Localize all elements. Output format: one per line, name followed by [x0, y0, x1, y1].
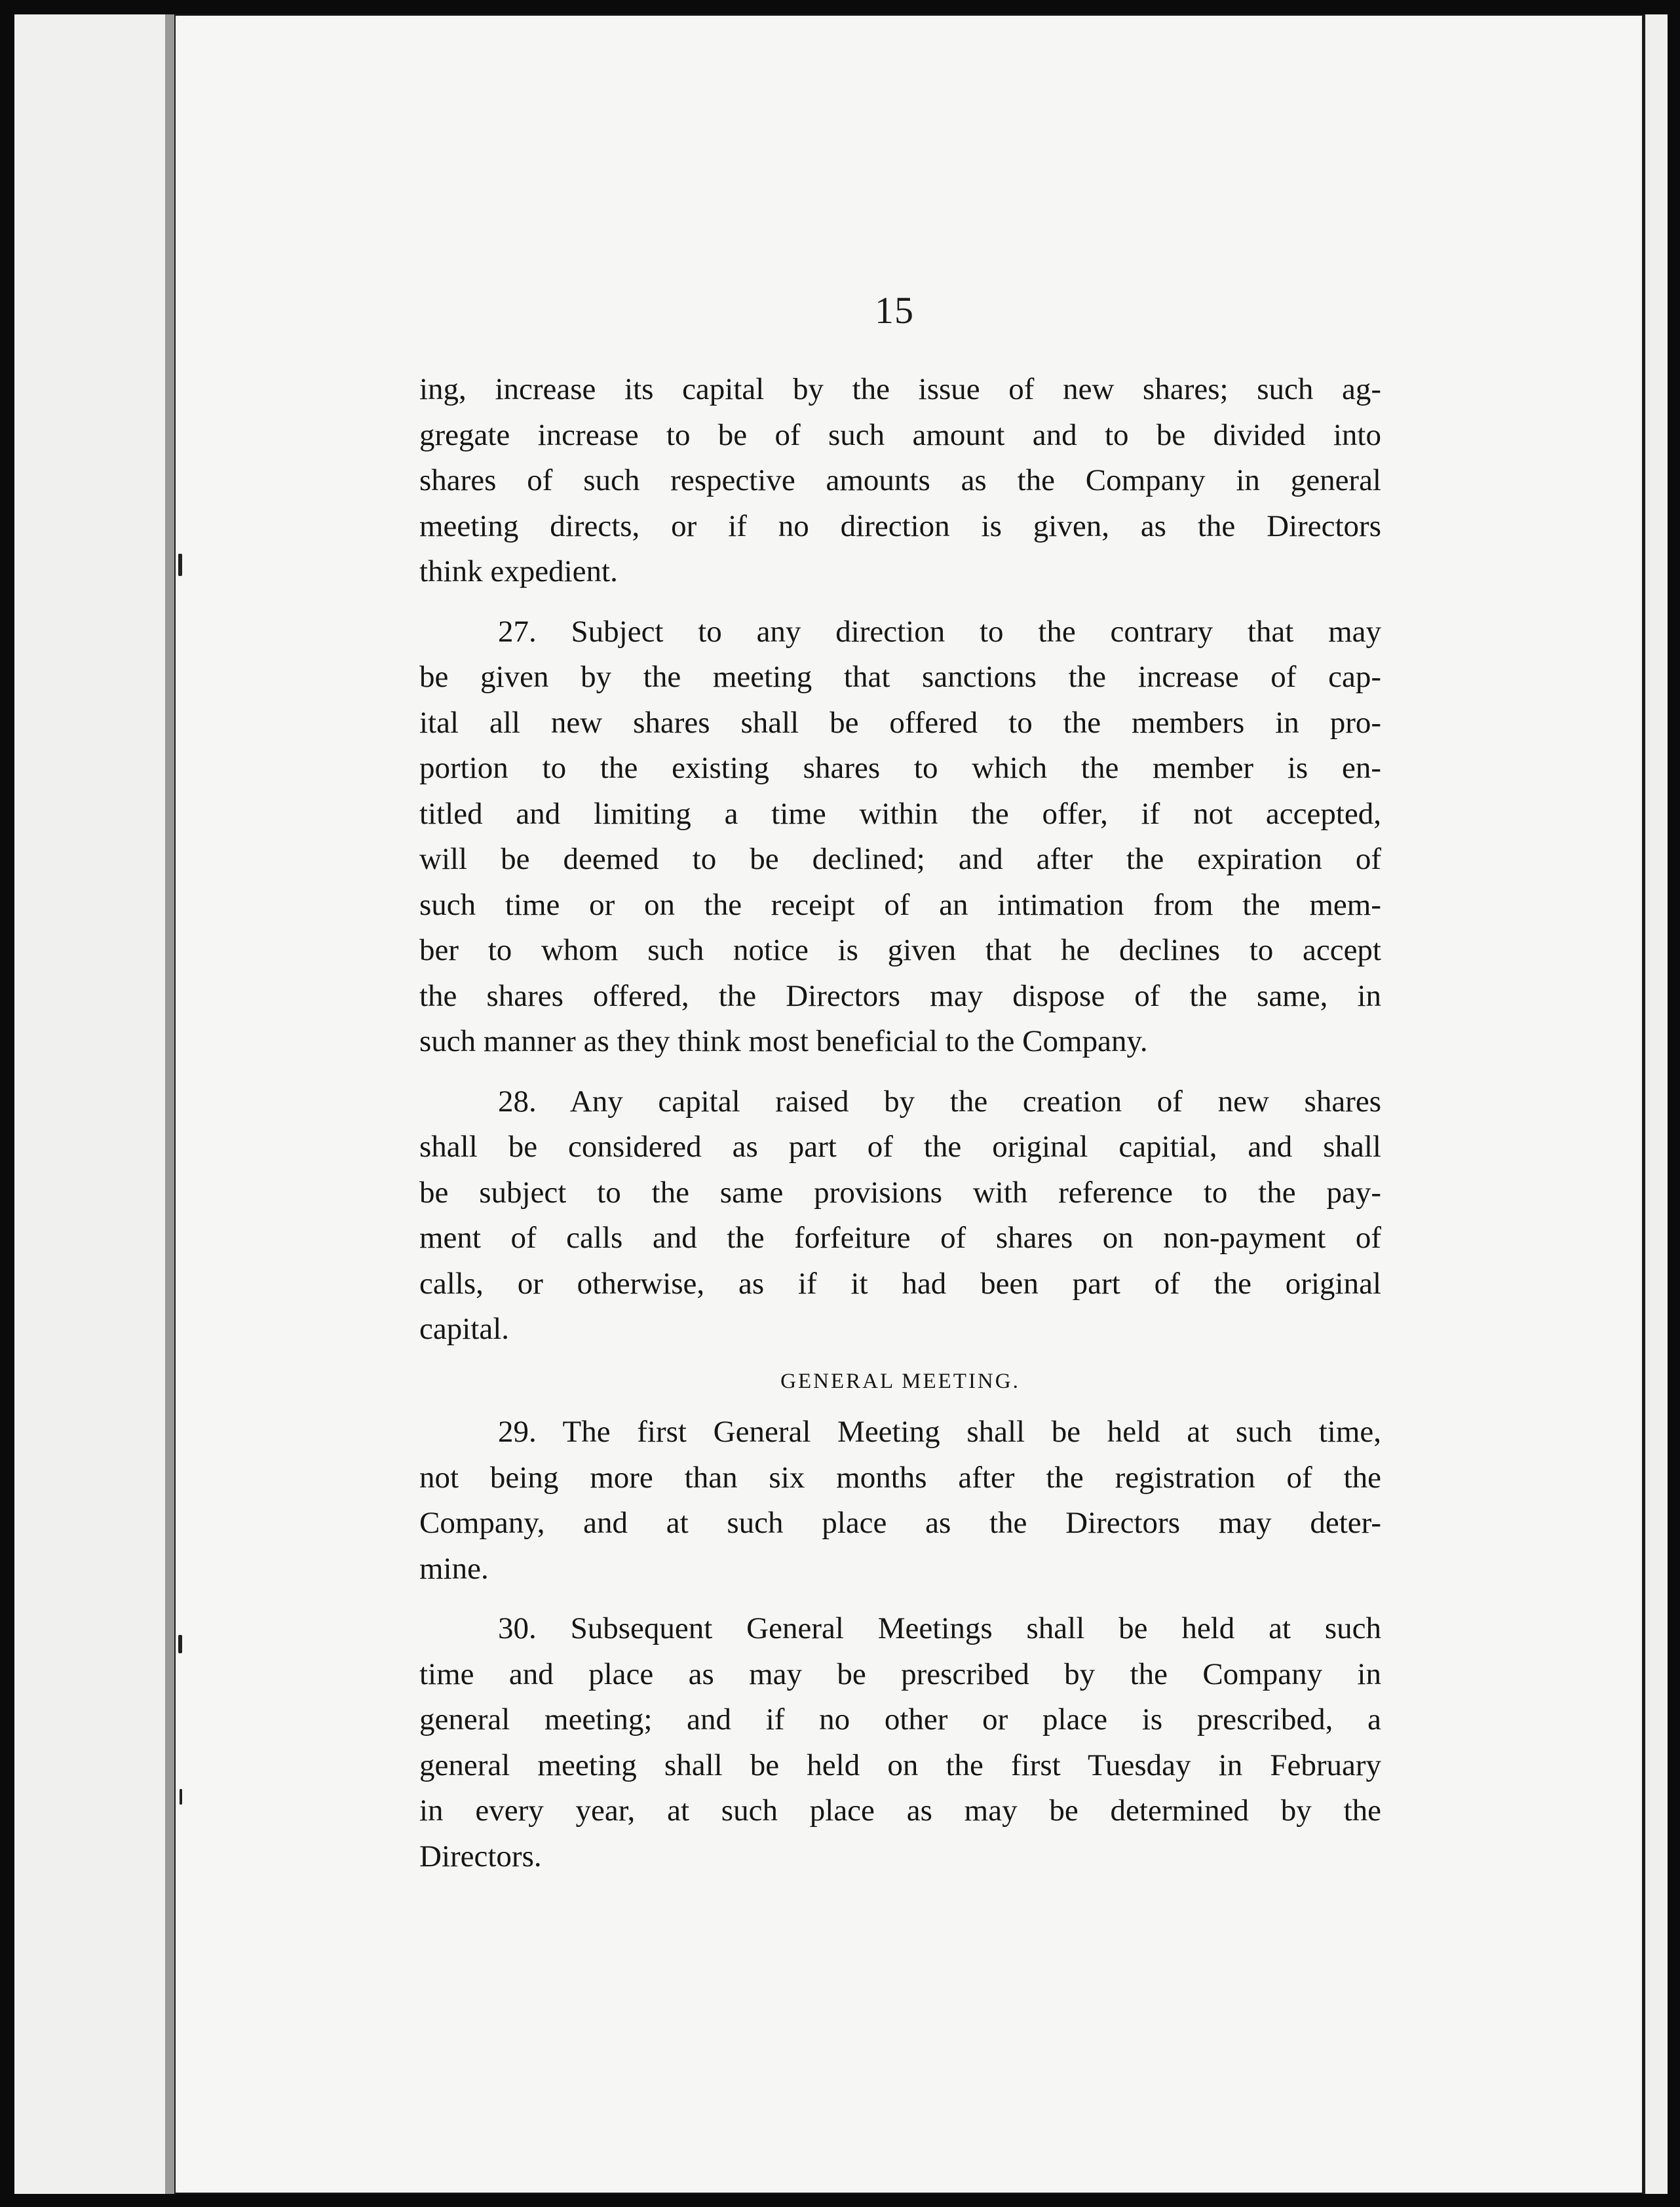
text-line: think expedient.: [419, 554, 618, 588]
section-heading: GENERAL MEETING.: [780, 1369, 1020, 1393]
text-line: be subject to the same provisions with reference to the pay-: [419, 1175, 1381, 1210]
text-line: be given by the meeting that sanctions the increase of cap-: [419, 660, 1381, 694]
text-line: shares of such respective amounts as the Company in general: [419, 463, 1381, 497]
text-line: meeting directs, or if no direction is given, as the Directors: [419, 509, 1381, 543]
text-line: time and place as may be prescribed by the Company in: [419, 1657, 1381, 1691]
body-text: [419, 367, 1381, 1879]
text-line: capital.: [419, 1312, 510, 1346]
text-line: such manner as they think most beneficial to the Company.: [419, 1024, 1148, 1058]
text-line: ment of calls and the forfeiture of shares on non-payment of: [419, 1221, 1381, 1255]
text-line: 30. Subsequent General Meetings shall be held at such: [498, 1611, 1381, 1645]
text-line: ing, increase its capital by the issue of new shares; such ag-: [419, 372, 1381, 406]
binding-mark: [178, 554, 182, 576]
text-line: will be deemed to be declined; and after the expiration of: [419, 842, 1381, 876]
binding-mark: [180, 1789, 182, 1805]
text-line: mine.: [419, 1551, 489, 1586]
book-gutter: [165, 14, 174, 2194]
text-line: in every year, at such place as may be determined by the: [419, 1794, 1381, 1828]
paragraph-29: [419, 1410, 1381, 1592]
text-line: gregate increase to be of such amount and to be divided into: [419, 417, 1381, 452]
text-line: general meeting shall be held on the first Tuesday in February: [419, 1748, 1381, 1782]
text-line: general meeting; and if no other or place is prescribed, a: [419, 1702, 1381, 1737]
text-line: titled and limiting a time within the offer, if not accepted,: [419, 796, 1381, 831]
text-line: portion to the existing shares to which the member is en-: [419, 751, 1381, 785]
text-line: ber to whom such notice is given that he declines to accept: [419, 933, 1381, 967]
text-line: shall be considered as part of the original capitial, and shall: [419, 1130, 1381, 1164]
text-line: Directors.: [419, 1839, 542, 1873]
paragraph-26-continued: [419, 367, 1381, 595]
binding-mark: [178, 1635, 182, 1653]
facing-page-edge: [14, 14, 165, 2194]
text-line: 29. The first General Meeting shall be held at such time,: [498, 1415, 1381, 1449]
page-right-edge: [1643, 14, 1668, 2194]
paragraph-30: [419, 1606, 1381, 1879]
text-line: not being more than six months after the registration of the: [419, 1460, 1381, 1495]
text-line: such time or on the receipt of an intimation from the mem-: [419, 887, 1381, 922]
paragraph-28: [419, 1079, 1381, 1353]
text-line: calls, or otherwise, as if it had been part of the original: [419, 1266, 1381, 1301]
text-line: Company, and at such place as the Directors may deter-: [419, 1506, 1381, 1540]
text-line: the shares offered, the Directors may dispose of the same, in: [419, 978, 1381, 1013]
text-line: 27. Subject to any direction to the contrary that may: [498, 614, 1381, 649]
text-line: ital all new shares shall be offered to the members in pro-: [419, 705, 1381, 740]
page-number: 15: [875, 289, 914, 332]
text-line: 28. Any capital raised by the creation of new shares: [498, 1084, 1381, 1119]
paragraph-27: [419, 609, 1381, 1065]
